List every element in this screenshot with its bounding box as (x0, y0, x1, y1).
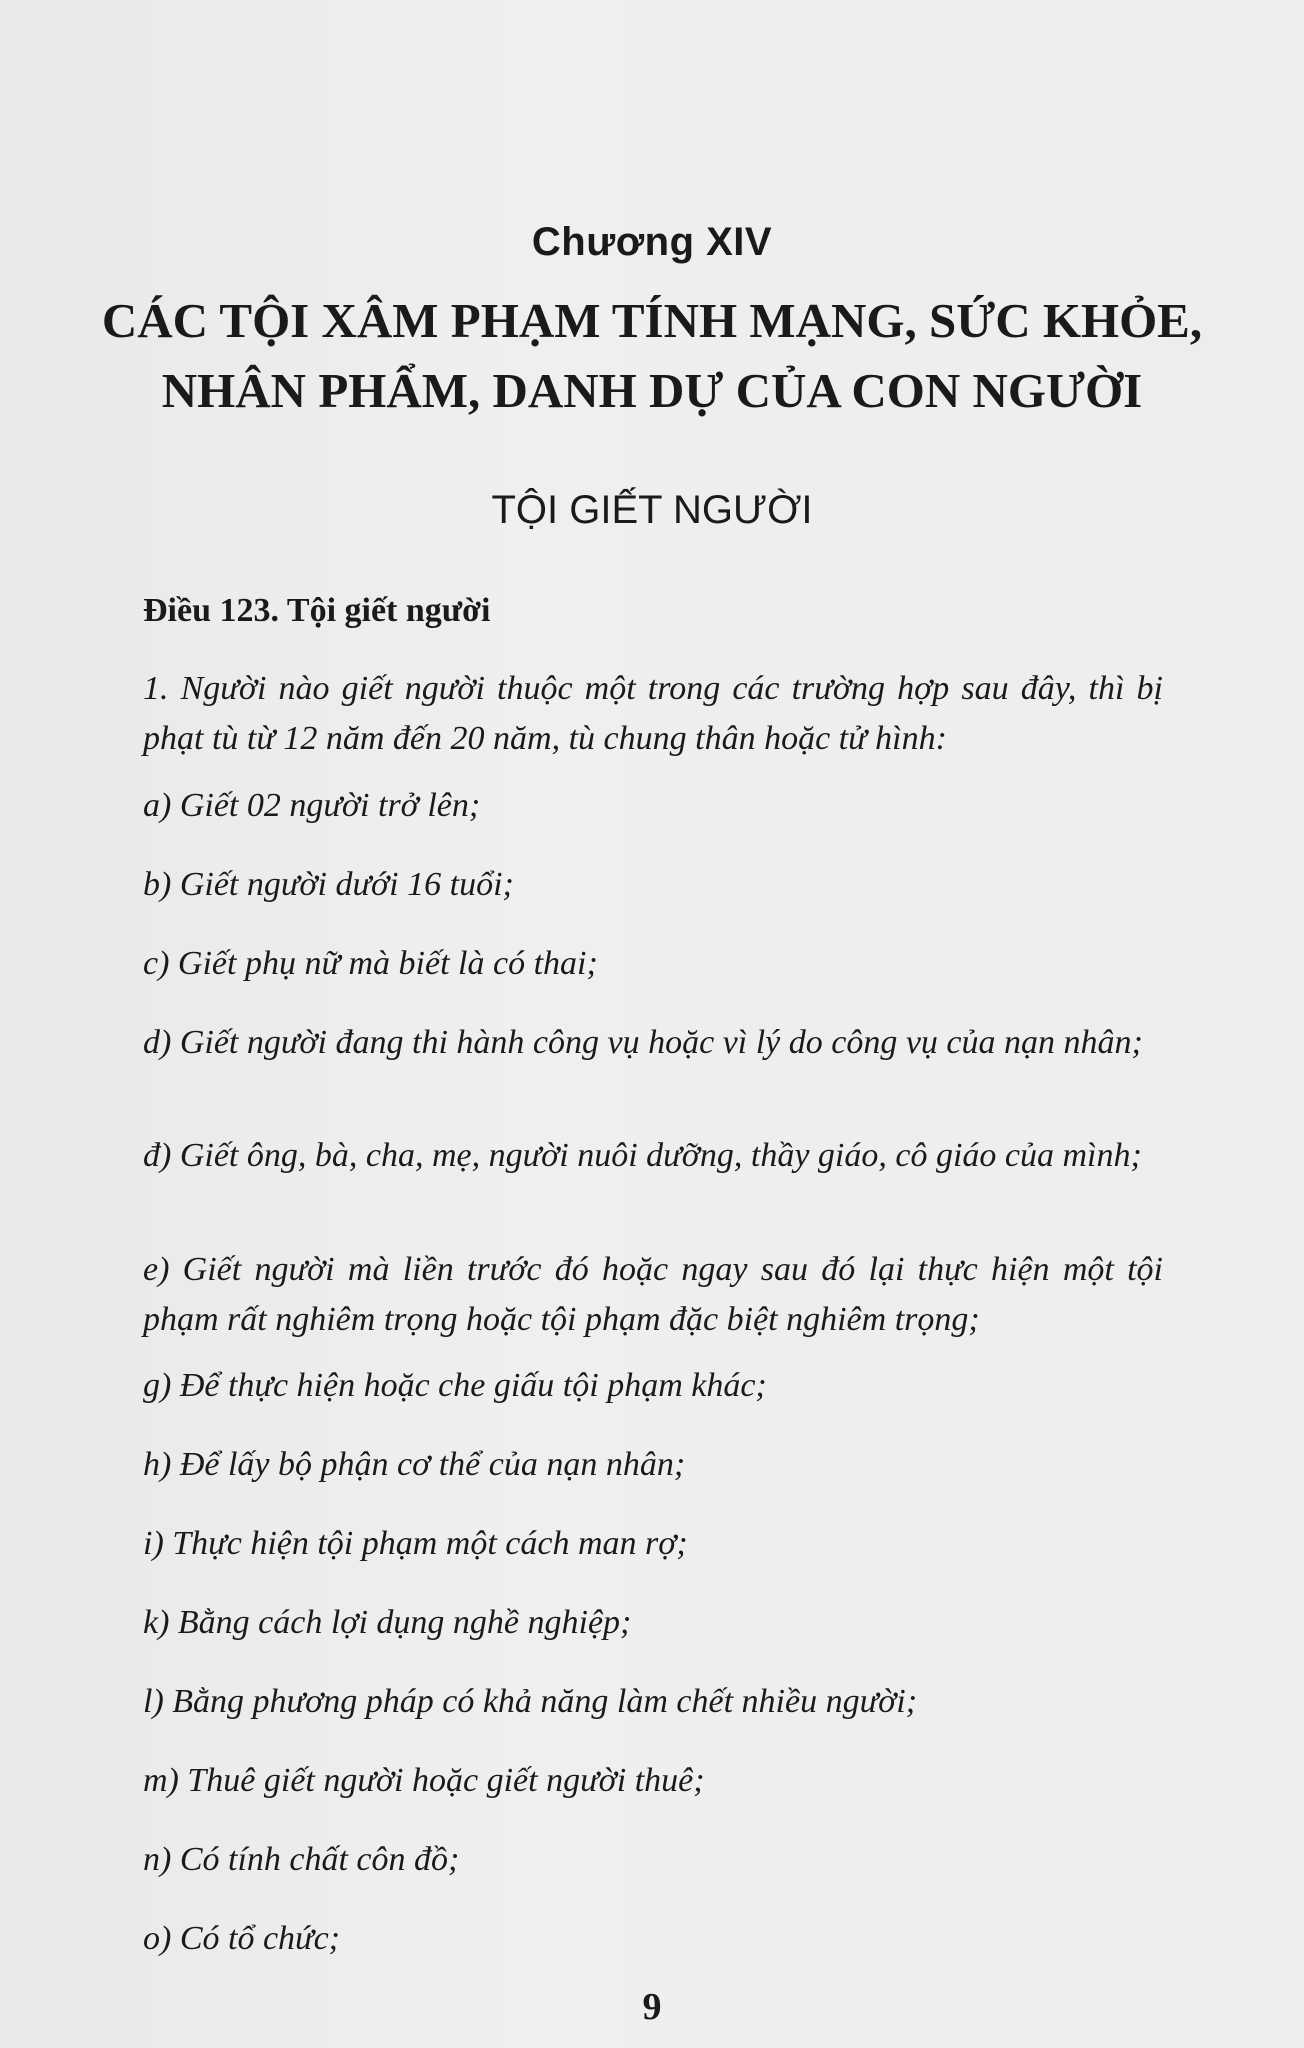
chapter-number: Chương XIV (531, 220, 773, 264)
article-heading: Điều 123. Tội giết người (143, 592, 491, 629)
clause-intro: 1. Người nào giết người thuộc một trong các trường hợp sau đây, thì bị phạt tù từ 12 năm đến 20 năm, tù chung thân hoặc tử hình: (143, 670, 1163, 757)
list-item: d) Giết người đang thi hành công vụ hoặc vì lý do công vụ của nạn nhân; (143, 1024, 1143, 1061)
section-title: TỘI GIẾT NGƯỜI (491, 488, 813, 532)
list-item: b) Giết người dưới 16 tuổi; (143, 866, 514, 903)
list-item: n) Có tính chất côn đồ; (143, 1841, 460, 1878)
list-item: a) Giết 02 người trở lên; (143, 787, 481, 824)
list-item: g) Để thực hiện hoặc che giấu tội phạm khác; (143, 1367, 767, 1404)
list-item: c) Giết phụ nữ mà biết là có thai; (143, 945, 598, 982)
list-item: o) Có tổ chức; (143, 1920, 340, 1957)
list-item: đ) Giết ông, bà, cha, mẹ, người nuôi dưỡng, thầy giáo, cô giáo của mình; (143, 1137, 1142, 1174)
page-number: 9 (642, 1986, 662, 2028)
list-item: h) Để lấy bộ phận cơ thể của nạn nhân; (143, 1446, 686, 1483)
list-item: i) Thực hiện tội phạm một cách man rợ; (143, 1525, 688, 1562)
list-item: l) Bằng phương pháp có khả năng làm chết nhiều người; (143, 1683, 918, 1720)
chapter-title: CÁC TỘI XÂM PHẠM TÍNH MẠNG, SỨC KHỎE, NHÂN PHẨM, DANH DỰ CỦA CON NGƯỜI (101, 293, 1203, 418)
list-item: m) Thuê giết người hoặc giết người thuê; (143, 1762, 705, 1799)
list-item: e) Giết người mà liền trước đó hoặc ngay sau đó lại thực hiện một tội phạm rất nghiêm trọng hoặc tội phạm đặc biệt nghiêm trọng; (143, 1251, 1163, 1338)
list-item: k) Bằng cách lợi dụng nghề nghiệp; (143, 1604, 632, 1641)
